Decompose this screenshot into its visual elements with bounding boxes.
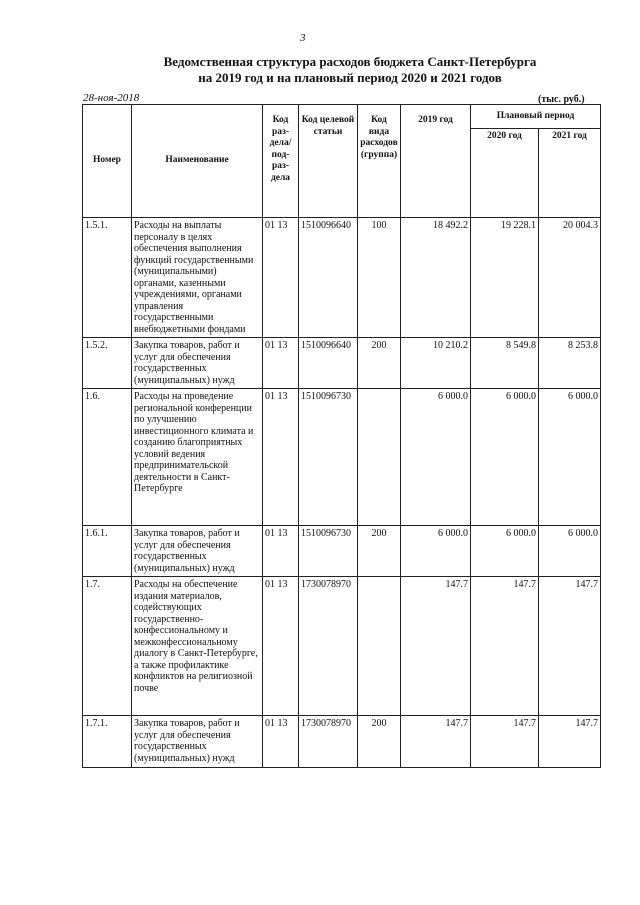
row-name: Расходы на выплаты персоналу в целях обеспечения выполнения функций государственными (муниципальными) органами, казенными учреждениями, органами управления государственными внебюджетными фондами xyxy=(132,218,263,338)
row-value-2019: 6 000.0 xyxy=(401,389,471,526)
page-number: 3 xyxy=(300,32,306,44)
row-target-code: 1510096730 xyxy=(299,526,358,577)
row-value-2019: 18 492.2 xyxy=(401,218,471,338)
row-value-2020: 19 228.1 xyxy=(471,218,539,338)
row-value-2019: 10 210.2 xyxy=(401,338,471,389)
row-number: 1.7. xyxy=(83,577,132,716)
document-date: 28-ноя-2018 xyxy=(83,92,140,104)
row-expense-kind xyxy=(358,577,401,716)
row-number: 1.5.1. xyxy=(83,218,132,338)
header-section-code: Код раз-дела/ под-раз-дела xyxy=(263,105,299,218)
row-value-2021: 147.7 xyxy=(539,577,601,716)
row-target-code: 1510096730 xyxy=(299,389,358,526)
header-target-code: Код целевой статьи xyxy=(299,105,358,218)
row-section-code: 01 13 xyxy=(263,577,299,716)
row-expense-kind xyxy=(358,389,401,526)
row-number: 1.6. xyxy=(83,389,132,526)
header-name: Наименование xyxy=(132,105,263,218)
row-target-code: 1730078970 xyxy=(299,577,358,716)
header-2020: 2020 год xyxy=(471,129,539,218)
row-expense-kind: 200 xyxy=(358,716,401,768)
row-name: Закупка товаров, работ и услуг для обеспечения государственных (муниципальных) нужд xyxy=(132,526,263,577)
row-value-2019: 147.7 xyxy=(401,716,471,768)
table-row xyxy=(83,526,601,577)
row-name: Закупка товаров, работ и услуг для обеспечения государственных (муниципальных) нужд xyxy=(132,338,263,389)
row-number: 1.5.2. xyxy=(83,338,132,389)
row-section-code: 01 13 xyxy=(263,526,299,577)
row-value-2021: 147.7 xyxy=(539,716,601,768)
row-expense-kind: 100 xyxy=(358,218,401,338)
row-value-2020: 147.7 xyxy=(471,716,539,768)
table-row xyxy=(83,389,601,526)
row-number: 1.6.1. xyxy=(83,526,132,577)
row-target-code: 1510096640 xyxy=(299,218,358,338)
row-name: Расходы на обеспечение издания материалов, содействующих государственно-конфессиональному и межконфессиональному диалогу в Санкт-Петербурге, а также профилактике конфликтов на религиозной почве xyxy=(132,577,263,716)
header-plan-period: Плановый период xyxy=(471,105,601,129)
row-section-code: 01 13 xyxy=(263,338,299,389)
document-subtitle: на 2019 год и на плановый период 2020 и 2021 годов xyxy=(198,70,502,85)
row-name: Расходы на проведение региональной конференции по улучшению инвестиционного климата и созданию благоприятных условий ведения предпринимательской деятельности в Санкт-Петербурге xyxy=(132,389,263,526)
row-section-code: 01 13 xyxy=(263,716,299,768)
table-row xyxy=(83,218,601,338)
row-section-code: 01 13 xyxy=(263,389,299,526)
row-value-2021: 6 000.0 xyxy=(539,526,601,577)
row-target-code: 1730078970 xyxy=(299,716,358,768)
header-number: Номер xyxy=(83,105,132,218)
row-value-2020: 6 000.0 xyxy=(471,389,539,526)
row-value-2019: 147.7 xyxy=(401,577,471,716)
row-target-code: 1510096640 xyxy=(299,338,358,389)
row-name: Закупка товаров, работ и услуг для обеспечения государственных (муниципальных) нужд xyxy=(132,716,263,768)
header-expense-kind: Код вида расходов (группа) xyxy=(358,105,401,218)
units-label: (тыс. руб.) xyxy=(538,94,585,105)
budget-table xyxy=(82,104,601,768)
row-value-2021: 20 004.3 xyxy=(539,218,601,338)
row-value-2020: 6 000.0 xyxy=(471,526,539,577)
row-expense-kind: 200 xyxy=(358,338,401,389)
row-value-2021: 6 000.0 xyxy=(539,389,601,526)
row-value-2019: 6 000.0 xyxy=(401,526,471,577)
row-value-2021: 8 253.8 xyxy=(539,338,601,389)
table-row xyxy=(83,577,601,716)
header-2021: 2021 год xyxy=(539,129,601,218)
table-row xyxy=(83,338,601,389)
table-row xyxy=(83,716,601,768)
row-value-2020: 8 549.8 xyxy=(471,338,539,389)
row-number: 1.7.1. xyxy=(83,716,132,768)
row-value-2020: 147.7 xyxy=(471,577,539,716)
row-expense-kind: 200 xyxy=(358,526,401,577)
document-title: Ведомственная структура расходов бюджета Санкт-Петербурга xyxy=(163,54,537,69)
row-section-code: 01 13 xyxy=(263,218,299,338)
header-2019: 2019 год xyxy=(401,105,471,218)
